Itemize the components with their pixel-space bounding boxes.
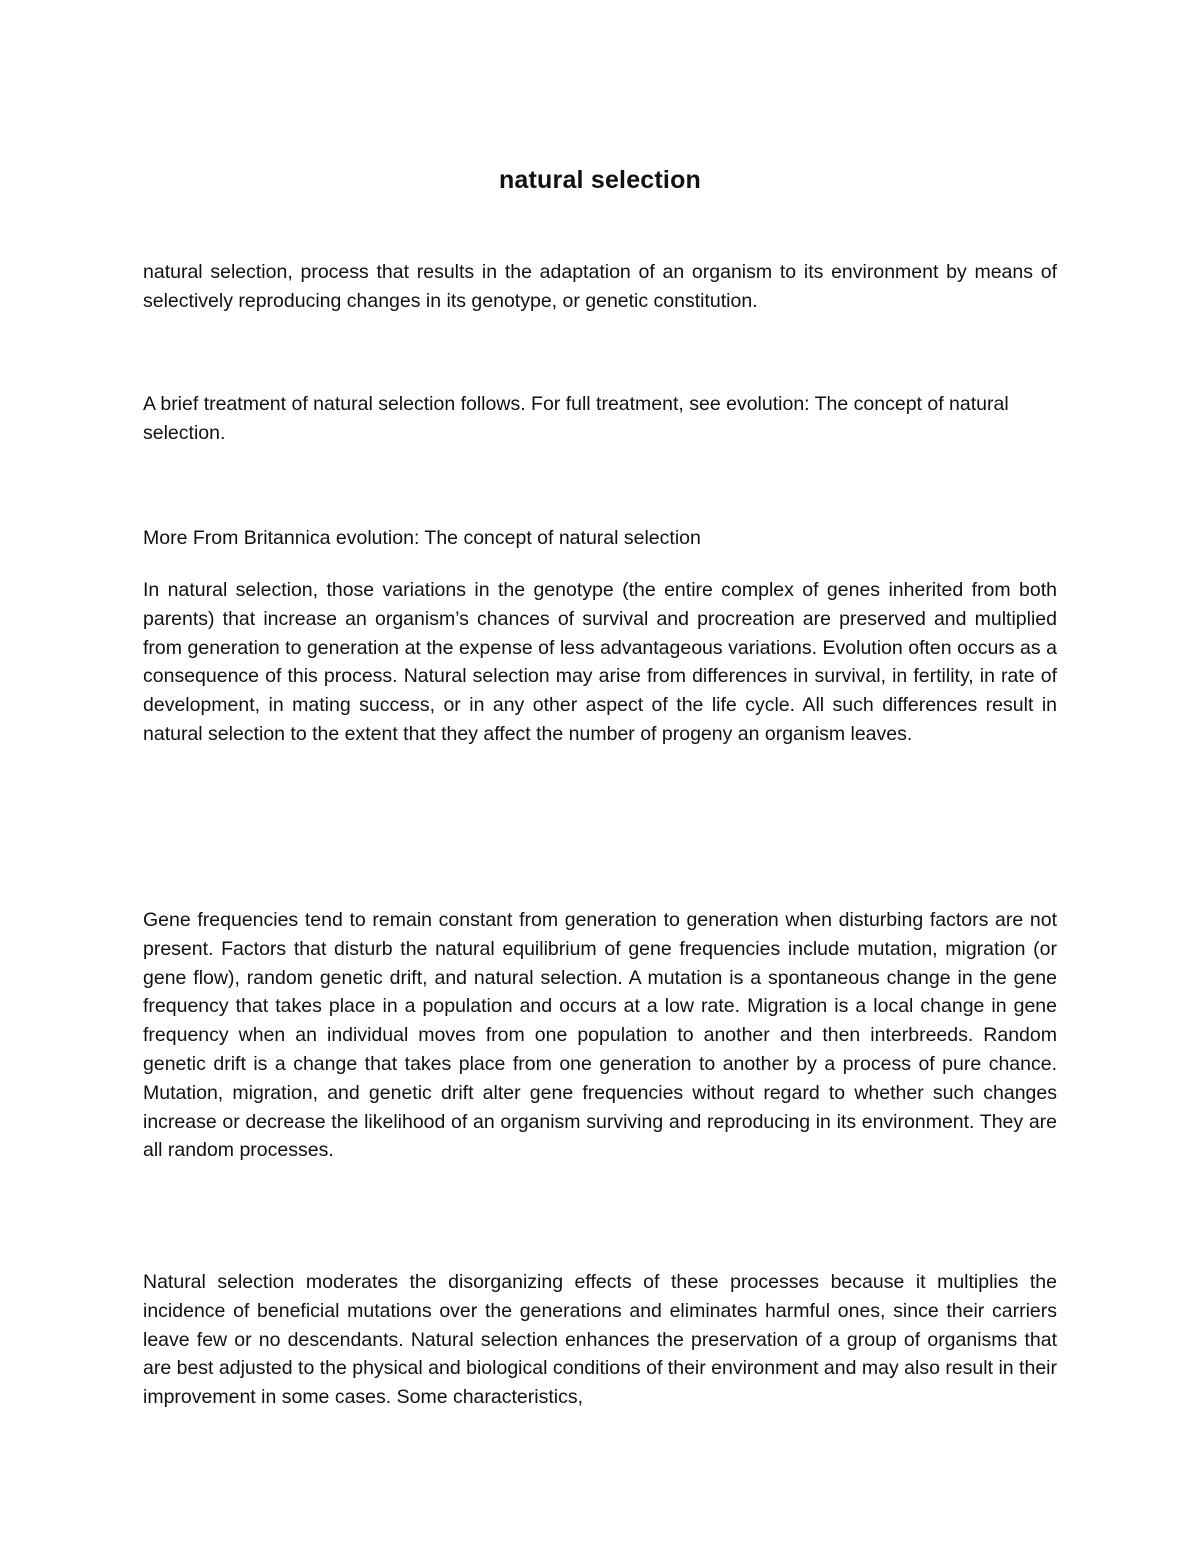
paragraph-natural-selection-moderates: Natural selection moderates the disorganizing effects of these processes because it multiplies the incidence of beneficial mutations over the generations and eliminates harmful ones, since their carriers leave few or no descendants. Natural selection enhances the preservation of a group of organisms that are best adjusted to the physical and biological conditions of their environment and may also result in their improvement in some cases. Some characteristics,	[143, 1271, 1057, 1409]
paragraph-gene-frequencies: Gene frequencies tend to remain constant from generation to generation when disturbing factors are not present. Factors that disturb the natural equilibrium of gene frequencies include mutation, migration (or gene flow), random genetic drift, and natural selection. A mutation is a spontaneous change in the gene frequency that takes place in a population and occurs at a low rate. Migration is a local change in gene frequency when an individual moves from one population to another and then interbreeds. Random genetic drift is a change that takes place from one generation to another by a process of pure chance. Mutation, migration, and genetic drift alter gene frequencies without regard to whether such changes increase or decrease the likelihood of an organism surviving and reproducing in its environment. They are all random processes.	[143, 909, 1057, 1162]
page-title: natural selection	[498, 165, 702, 194]
paragraph-brief-treatment: A brief treatment of natural selection follows. For full treatment, see evolution: The concept of natural selection.	[143, 393, 1009, 444]
paragraph-variations: In natural selection, those variations in the genotype (the entire complex of genes inherited from both parents) that increase an organism’s chances of survival and procreation are preserved and multiplied from generation to generation at the expense of less advantageous variations. Evolution often occurs as a consequence of this process. Natural selection may arise from differences in survival, in fertility, in rate of development, in mating success, or in any other aspect of the life cycle. All such differences result in natural selection to the extent that they affect the number of progeny an organism leaves.	[143, 579, 1057, 745]
paragraph-definition: natural selection, process that results in the adaptation of an organism to its environment by means of selectively reproducing changes in its genotype, or genetic constitution.	[143, 261, 1057, 312]
paragraph-more-from-britannica: More From Britannica evolution: The concept of natural selection	[143, 527, 701, 549]
